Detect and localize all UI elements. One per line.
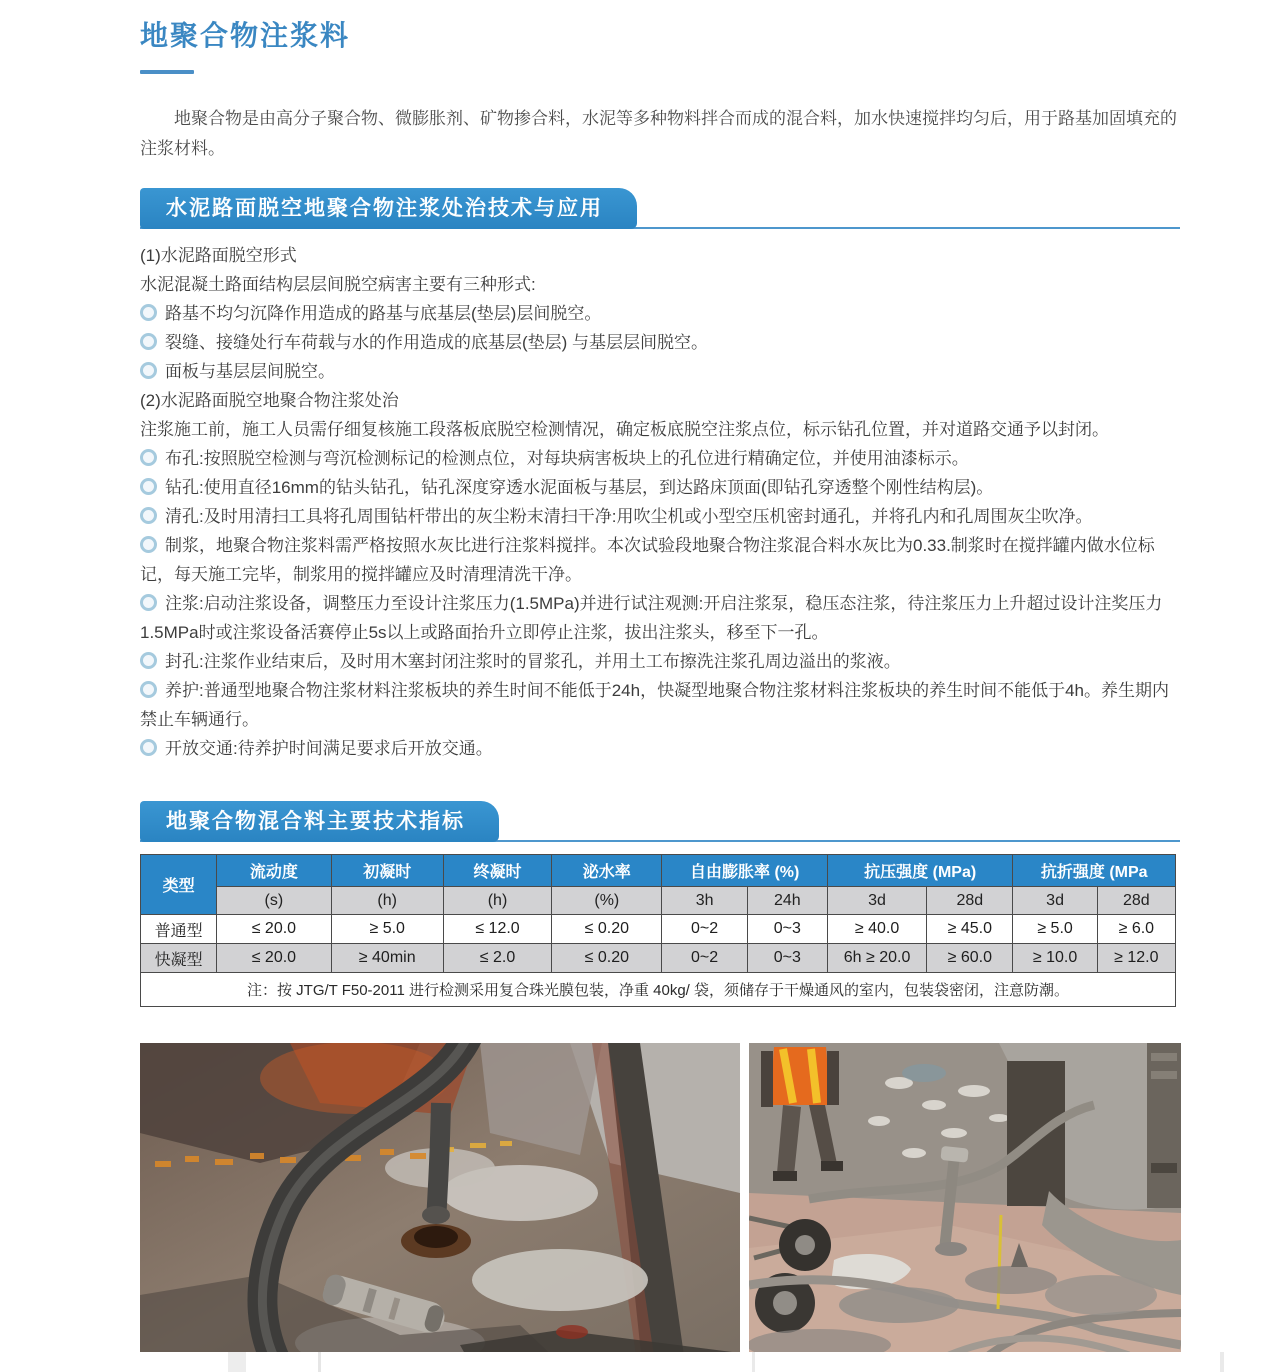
- unit-header: (%): [552, 887, 662, 915]
- text-line: (2)水泥路面脱空地聚合物注浆处治: [140, 391, 399, 410]
- unit-header: 3d: [1013, 887, 1097, 915]
- unit-header: 28d: [1097, 887, 1175, 915]
- ring-bullet-icon: [140, 652, 157, 669]
- col-header: 抗压强度 (MPa): [827, 855, 1013, 887]
- title-underline: [140, 70, 194, 74]
- unit-header: 24h: [747, 887, 827, 915]
- ring-bullet-icon: [140, 739, 157, 756]
- technical-spec-table: [140, 854, 1176, 1007]
- grouting-construction-site-photo: [749, 1043, 1181, 1355]
- section1-body: [140, 241, 1180, 763]
- bullet-line: 钻孔:使用直径16mm的钻头钻孔，钻孔深度穿透水泥面板与基层，到达路床顶面(即钻孔穿透整个刚性结构层)。: [140, 473, 1180, 502]
- table-cell: ≤ 20.0: [217, 915, 331, 944]
- page-content: [140, 0, 1180, 1363]
- bullet-line: 布孔:按照脱空检测与弯沉检测标记的检测点位，对每块病害板块上的孔位进行精确定位，并使用油漆标示。: [140, 444, 1180, 473]
- table-note: 注：按 JTG/T F50-2011 进行检测采用复合珠光膜包装，净重 40kg/ 袋，须储存于干燥通风的室内，包装袋密闭，注意防潮。: [141, 973, 1176, 1007]
- photo-row: [140, 1043, 1180, 1363]
- ring-bullet-icon: [140, 681, 157, 698]
- table-cell: ≥ 45.0: [927, 915, 1013, 944]
- table-cell: 0~3: [747, 915, 827, 944]
- table-cell: ≥ 60.0: [927, 944, 1013, 973]
- col-header: 抗折强度 (MPa: [1013, 855, 1176, 887]
- ring-bullet-icon: [140, 449, 157, 466]
- ring-bullet-icon: [140, 594, 157, 611]
- table-row: [141, 944, 1176, 973]
- table-cell: ≥ 6.0: [1097, 915, 1175, 944]
- table-cell: ≥ 5.0: [331, 915, 443, 944]
- unit-header: (h): [443, 887, 551, 915]
- table-cell: ≤ 0.20: [552, 915, 662, 944]
- table-cell: ≥ 12.0: [1097, 944, 1175, 973]
- table-note-row: [141, 973, 1176, 1007]
- grout-hose-and-injection-hole-photo: [140, 1043, 740, 1363]
- page-title: 地聚合物注浆料: [140, 20, 351, 51]
- text-line: 注浆施工前，施工人员需仔细复核施工段落板底脱空检测情况，确定板底脱空注浆点位，标示钻孔位置，并对道路交通予以封闭。: [140, 420, 1109, 439]
- table-cell: ≤ 0.20: [552, 944, 662, 973]
- ring-bullet-icon: [140, 362, 157, 379]
- bullet-line: 制浆，地聚合物注浆料需严格按照水灰比进行注浆料搅拌。本次试验段地聚合物注浆混合料水灰比为0.33.制浆时在搅拌罐内做水位标记，每天施工完毕，制浆用的搅拌罐应及时清理清洗干净。: [140, 536, 1155, 584]
- bullet-line: 开放交通:待养护时间满足要求后开放交通。: [140, 734, 1180, 763]
- col-header: 流动度: [217, 855, 331, 887]
- table-cell: 0~2: [662, 915, 747, 944]
- bullet-line: 养护:普通型地聚合物注浆材料注浆板块的养生时间不能低于24h，快凝型地聚合物注浆材料注浆板块的养生时间不能低于4h。养生期内禁止车辆通行。: [140, 681, 1169, 729]
- bullet-line: 封孔:注浆作业结束后，及时用木塞封闭注浆时的冒浆孔，并用土工布擦洗注浆孔周边溢出的浆液。: [140, 647, 1180, 676]
- bullet-line: 路基不均匀沉降作用造成的路基与底基层(垫层)层间脱空。: [140, 299, 1180, 328]
- unit-header: (h): [331, 887, 443, 915]
- row-type: 快凝型: [141, 944, 217, 973]
- col-header: 自由膨胀率 (%): [662, 855, 827, 887]
- table-header-row-2: [141, 887, 1176, 915]
- text-line: (1)水泥路面脱空形式: [140, 246, 297, 265]
- section2-banner: 地聚合物混合料主要技术指标: [140, 801, 499, 842]
- section1-banner-row: [140, 188, 1180, 229]
- section1-banner: 水泥路面脱空地聚合物注浆处治技术与应用: [140, 188, 637, 229]
- ring-bullet-icon: [140, 507, 157, 524]
- table-cell: 6h ≥ 20.0: [827, 944, 926, 973]
- col-header: 泌水率: [552, 855, 662, 887]
- table-cell: ≥ 10.0: [1013, 944, 1097, 973]
- section2-banner-row: [140, 801, 1180, 842]
- ring-bullet-icon: [140, 536, 157, 553]
- ring-bullet-icon: [140, 304, 157, 321]
- table-cell: ≤ 12.0: [443, 915, 551, 944]
- bullet-line: 清孔:及时用清扫工具将孔周围钻杆带出的灰尘粉末清扫干净:用吹尘机或小型空压机密封通孔，并将孔内和孔周围灰尘吹净。: [140, 502, 1180, 531]
- table-cell: ≥ 5.0: [1013, 915, 1097, 944]
- table-cell: ≥ 40.0: [827, 915, 926, 944]
- unit-header: (s): [217, 887, 331, 915]
- col-header: 终凝时: [443, 855, 551, 887]
- col-header: 初凝时: [331, 855, 443, 887]
- unit-header: 28d: [927, 887, 1013, 915]
- table-row: [141, 915, 1176, 944]
- ring-bullet-icon: [140, 478, 157, 495]
- text-line: 水泥混凝土路面结构层层间脱空病害主要有三种形式:: [140, 275, 536, 294]
- bullet-line: 注浆:启动注浆设备，调整压力至设计注浆压力(1.5MPa)并进行试注观测:开启注浆泵，稳压态注浆，待注浆压力上升超过设计注奖压力1.5MPa时或注浆设备活赛停止5s以上或路面抬升立即停止注浆，拔出注浆头，移至下一孔。: [140, 594, 1163, 642]
- intro-paragraph: 地聚合物是由高分子聚合物、微膨胀剂、矿物掺合料，水泥等多种物料拌合而成的混合料，加水快速搅拌均匀后，用于路基加固填充的注浆材料。: [140, 109, 1177, 158]
- table-cell: ≥ 40min: [331, 944, 443, 973]
- table-cell: ≤ 20.0: [217, 944, 331, 973]
- row-type: 普通型: [141, 915, 217, 944]
- next-page-edge-artifacts: [0, 1352, 1280, 1372]
- unit-header: 3d: [827, 887, 926, 915]
- ring-bullet-icon: [140, 333, 157, 350]
- table-cell: 0~3: [747, 944, 827, 973]
- table-cell: 0~2: [662, 944, 747, 973]
- bullet-line: 面板与基层层间脱空。: [140, 357, 1180, 386]
- bullet-line: 裂缝、接缝处行车荷载与水的作用造成的底基层(垫层) 与基层层间脱空。: [140, 328, 1180, 357]
- col-header-type: 类型: [141, 855, 217, 915]
- table-cell: ≤ 2.0: [443, 944, 551, 973]
- unit-header: 3h: [662, 887, 747, 915]
- table-header-row-1: [141, 855, 1176, 887]
